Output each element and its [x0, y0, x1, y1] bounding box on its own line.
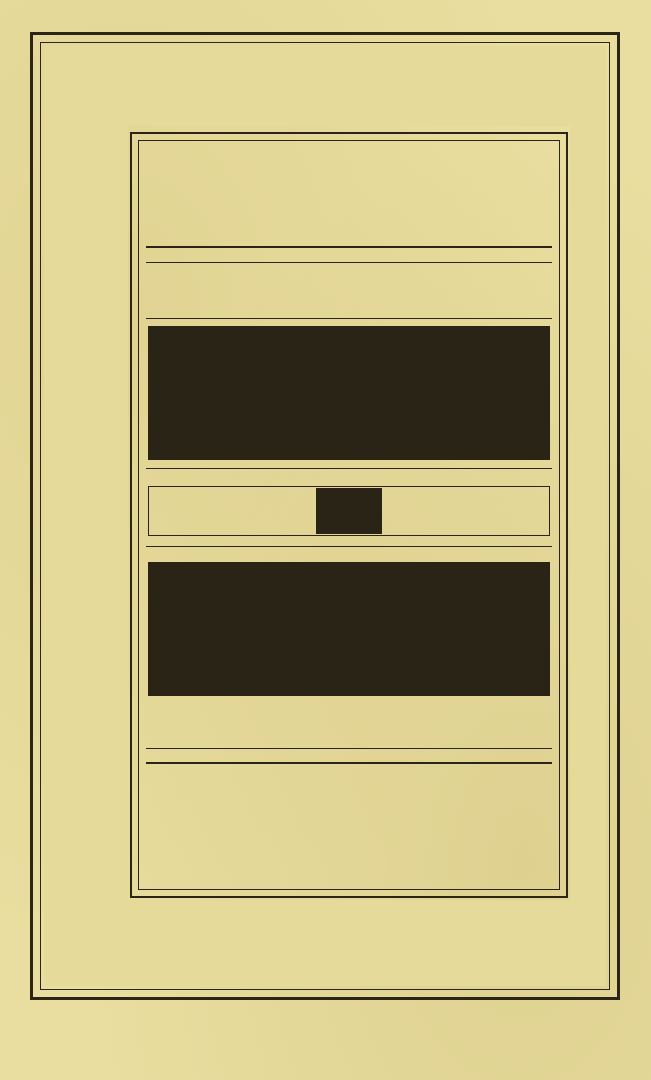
divider — [146, 246, 552, 248]
left-flower-band — [44, 126, 128, 900]
divider — [146, 762, 552, 764]
book-title — [148, 326, 550, 460]
ornament-strip — [148, 486, 550, 536]
top-flower-band — [44, 46, 606, 126]
right-vine-band — [570, 126, 606, 900]
divider — [146, 318, 552, 319]
title-ornament-box — [148, 326, 550, 460]
description-line — [150, 272, 548, 312]
divider — [146, 262, 552, 263]
author-line — [150, 703, 548, 743]
divider — [146, 748, 552, 749]
divider — [146, 468, 552, 469]
subtitle-ornament-box — [148, 562, 550, 696]
divider — [146, 546, 552, 547]
imprint-line — [150, 774, 548, 878]
invocation-line — [150, 148, 548, 240]
book-subtitle — [148, 562, 550, 696]
bottom-flower-band — [44, 900, 606, 986]
